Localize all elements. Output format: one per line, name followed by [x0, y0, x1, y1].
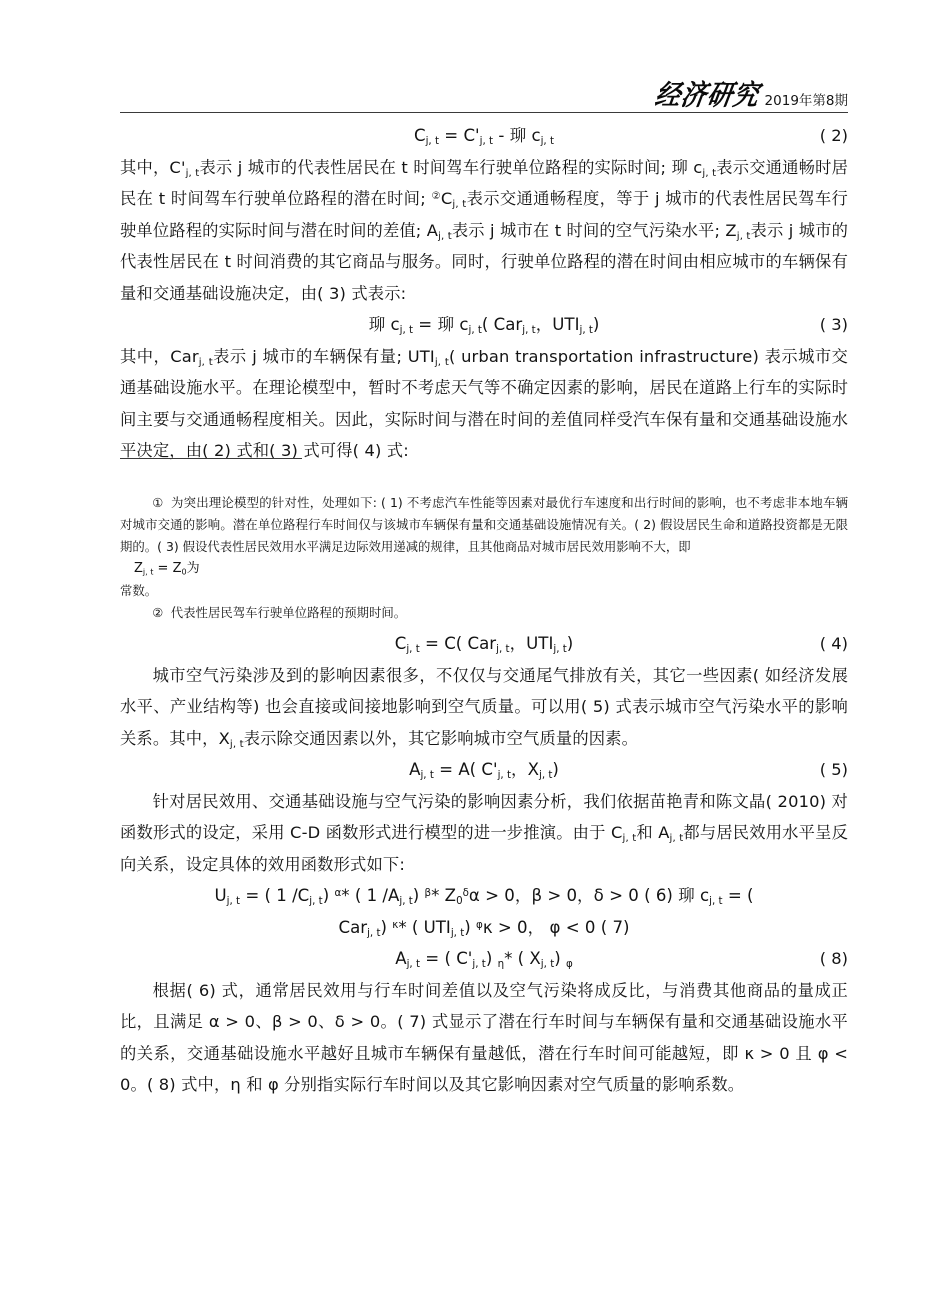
paragraph-5: 根据( 6) 式，通常居民效用与行车时间差值以及空气污染将成反比，与消费其他商品的量成正比，且满足 α > 0、β > 0、δ > 0。( 7) 式显示了潜在行车时间与车辆保有量和交通基础设施水平的关系，交通基础设施水平越好且城市车辆保有量越低，潜在行车时间可能越短，即 κ > 0 且 φ < 0。( 8) 式中，η 和 φ 分别指实际行车时间以及其它影响因素对空气质量的影响系数。	[120, 980, 848, 1094]
issue-label: 2019年第8期	[764, 92, 848, 109]
paragraph-4: 针对居民效用、交通基础设施与空气污染的影响因素分析，我们依据苗艳青和陈文晶( 2010) 对函数形式的设定，采用 C-D 函数形式进行模型的进一步推演。由于 $C_{j, t}$和 $A_{j, t}$都与居民效用水平呈反向关系，设定具体的效用函数形式如下:	[120, 791, 849, 874]
page-header	[120, 72, 848, 114]
footnote-2-text: 代表性居民驾车行驶单位路程的预期时间。	[170, 605, 407, 620]
paragraph-1: 其中，$C'_{j, t}$表示 j 城市的代表性居民在 t 时间驾车行驶单位路程的实际时间; 珋 $c_{j, t}$表示交通通畅时居民在 t 时间驾车行驶单位路程的潜在时间; $^②C_{j, t}$表示交通通畅程度，等于 j 城市的代表性居民驾车行驶单位路程的实际时间与潜在时间的差值; $A_{j, t}$表示 j 城市在 t 时间的空气污染水平; $Z_{j, t}$表示 j 城市的代表性居民在 t 时间消费的其它商品与服务。同时，行驶单位路程的潜在时间由相应城市的车辆保有量和交通基础设施决定，由( 3) 式表示:	[120, 157, 849, 303]
equation-3	[120, 309, 848, 341]
paragraph-2: 其中，Car$_{j, t}$表示 j 城市的车辆保有量; $UTI_{j, t}$( urban transportation infrastructure) 表示城市交通基础设施水平。在理论模型中，暂时不考虑天气等不确定因素的影响，居民在道路上行车的实际时间主要与交通通畅程度相关。因此，实际时间与潜在时间的差值同样受汽车保有量和交通基础设施水平决定，由( 2) 式和( 3) 式可得( 4) 式:	[120, 346, 848, 460]
equation-3-number: ( 3)	[819, 315, 848, 334]
equation-5-expression: $A_{j, t} = A$( $C'_{j, t}$，$X_{j, t}$)	[409, 760, 559, 781]
equation-5	[120, 754, 848, 786]
equation-7-expression: Car$_{j, t}$) $^\kappa$* ( $UTI_{j, t}$) $^\varphi$κ > 0， φ < 0 ( 7)	[338, 917, 630, 939]
footnote-section	[120, 492, 848, 624]
equation-4-number: ( 4)	[819, 634, 848, 653]
header-divider	[120, 112, 848, 113]
footnote-1-tail: 常数。	[120, 583, 158, 598]
equation-2-number: ( 2)	[819, 126, 848, 145]
footnote-2-marker: ②	[152, 605, 164, 620]
footnote-1-formula: $Z_{j, t} = Z_0$为	[134, 561, 200, 577]
equation-4-expression: $C_{j, t} = C$( Car$_{j, t}$，$UTI_{j, t}$)	[394, 634, 574, 655]
journal-logo: 经济研究	[652, 78, 762, 112]
equation-8-number: ( 8)	[819, 949, 848, 968]
equation-2-expression: $C_{j, t} = C'_{j, t}$ - 珋 $c_{j, t}$	[413, 126, 555, 147]
footnote-1-text: 为突出理论模型的针对性，处理如下: ( 1) 不考虑汽车性能等因素对最优行车速度和出行时间的影响，也不考虑非本地车辆对城市交通的影响。潜在单位路程行车时间仅与该城市车辆保有量和交通基础设施情况有关。( 2) 假设居民生命和道路投资都是无限期的。( 3) 假设代表性居民效用水平满足边际效用递减的规律，且其他商品对城市居民效用影响不大，即	[120, 495, 848, 554]
equation-8	[120, 943, 848, 975]
equation-4	[120, 628, 848, 660]
equation-5-number: ( 5)	[819, 760, 848, 779]
equation-8-expression: $A_{j, t}$ = ( $C'_{j, t}$) $_\eta$* ( $X_{j, t}$) $_\varphi$	[395, 949, 573, 970]
footnote-1	[120, 492, 848, 558]
body-section-upper	[120, 120, 848, 467]
paragraph-3: 城市空气污染涉及到的影响因素很多，不仅仅与交通尾气排放有关，其它一些因素( 如经济发展水平、产业结构等) 也会直接或间接地影响到空气质量。可以用( 5) 式表示城市空气污染水平的影响关系。其中，$X_{j, t}$表示除交通因素以外，其它影响城市空气质量的因素。	[120, 665, 848, 750]
equation-3-expression: 珋 $c_{j, t}$ = 珋 $c_{j, t}$( Car$_{j, t}$，$UTI_{j, t}$)	[368, 315, 600, 336]
equation-7	[120, 912, 848, 944]
footnote-divider	[120, 458, 302, 459]
equation-2	[120, 120, 848, 152]
footnote-1-marker: ①	[152, 495, 164, 510]
equation-6	[120, 880, 848, 912]
document-body-lower	[120, 628, 848, 1101]
footnote-2	[120, 602, 848, 624]
equation-6-expression: $U_{j, t}$ = ( 1 $/C_{j, t}$) $^\alpha$* ( 1 $/A_{j, t}$) $^\beta$* $Z_0^\delta\alpha > 0$，β > 0，δ > 0 ( 6) 珋 $c_{j, t}$ = (	[214, 886, 754, 907]
